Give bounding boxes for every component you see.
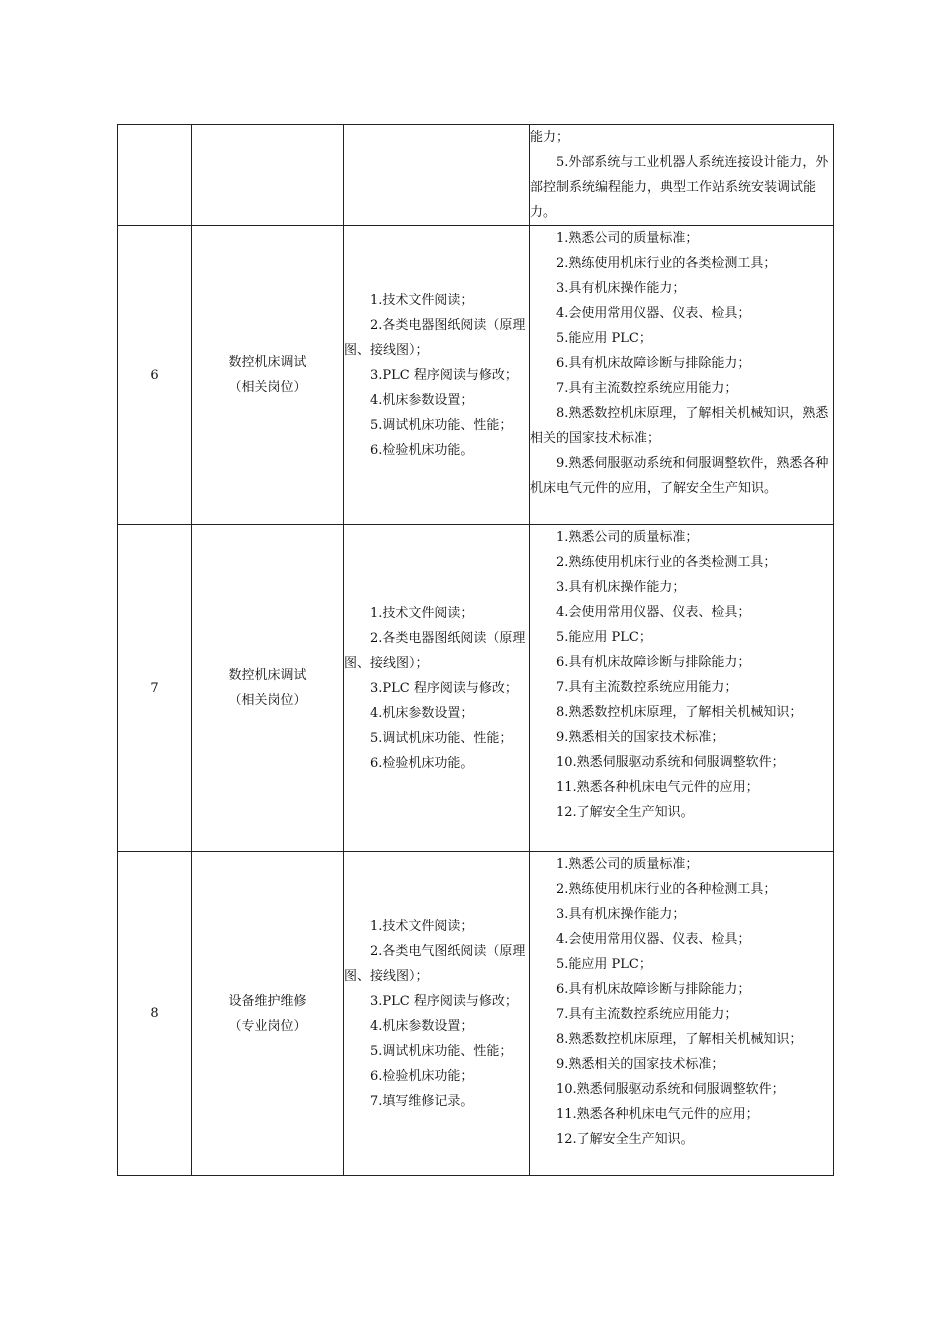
task-item: 5.调试机床功能、性能； xyxy=(370,1043,513,1059)
row-number-cell xyxy=(118,525,192,852)
row-number: 8 xyxy=(150,1006,159,1021)
table-row-continuation xyxy=(118,125,834,226)
task-item: 1.技术文件阅读； xyxy=(370,918,474,934)
requirement-item: 11.熟悉各种机床电气元件的应用； xyxy=(556,780,759,795)
requirement-item: 8.熟悉数控机床原理，了解相关机械知识； xyxy=(556,705,803,720)
requirement-item: 9.熟悉相关的国家技术标准； xyxy=(556,730,725,745)
task-item: 6.检验机床功能。 xyxy=(370,755,474,771)
requirement-item: 7.具有主流数控系统应用能力； xyxy=(556,1007,738,1022)
task-item: 4.机床参数设置； xyxy=(370,1018,474,1034)
requirement-item: 12.了解安全生产知识。 xyxy=(556,805,694,820)
post-title: 数控机床调试 xyxy=(228,668,307,683)
requirement-item: 2.熟练使用机床行业的各类检测工具； xyxy=(556,555,777,570)
requirements-cell xyxy=(530,125,834,226)
row-number: 6 xyxy=(150,367,159,383)
tasks-cell xyxy=(344,525,530,852)
number-cell-empty xyxy=(118,125,192,226)
requirement-item: 4.会使用常用仪器、仪表、检具； xyxy=(556,605,751,620)
post-type: （专业岗位） xyxy=(228,1018,307,1034)
post-cell xyxy=(192,525,344,852)
requirement-item: 1.熟悉公司的质量标准； xyxy=(556,231,699,246)
task-item: 4.机床参数设置； xyxy=(370,705,474,721)
tasks-cell xyxy=(344,852,530,1176)
post-type: （相关岗位） xyxy=(228,380,307,395)
post-cell-empty xyxy=(192,125,344,226)
task-item: 3.PLC 程序阅读与修改； xyxy=(370,993,518,1009)
requirement-item: 10.熟悉伺服驱动系统和伺服调整软件； xyxy=(556,755,785,770)
requirement-item: 5.能应用 PLC； xyxy=(556,331,652,346)
task-item: 3.PLC 程序阅读与修改； xyxy=(370,367,518,383)
job-requirements-table xyxy=(117,124,834,1176)
requirement-item: 9.熟悉伺服驱动系统和伺服调整软件，熟悉各种机床电气元件的应用，了解安全生产知识。 xyxy=(530,456,829,496)
post-cell xyxy=(192,226,344,525)
requirement-item: 能力； xyxy=(530,130,570,145)
row-number: 7 xyxy=(150,680,159,696)
post-type: （相关岗位） xyxy=(228,693,307,708)
post-title: 设备维护维修 xyxy=(228,993,307,1009)
task-item: 1.技术文件阅读； xyxy=(370,292,474,308)
row-number-cell xyxy=(118,226,192,525)
requirement-item: 3.具有机床操作能力； xyxy=(556,907,686,922)
task-item: 1.技术文件阅读； xyxy=(370,605,474,621)
requirement-item: 1.熟悉公司的质量标准； xyxy=(556,857,699,872)
requirement-item: 6.具有机床故障诊断与排除能力； xyxy=(556,655,751,670)
tasks-cell xyxy=(344,226,530,525)
task-item: 2.各类电气图纸阅读（原理图、接线图）； xyxy=(344,943,526,984)
requirement-item: 2.熟练使用机床行业的各种检测工具； xyxy=(556,882,777,897)
requirement-item: 4.会使用常用仪器、仪表、检具； xyxy=(556,306,751,321)
requirement-item: 5.能应用 PLC； xyxy=(556,957,652,972)
task-item: 2.各类电器图纸阅读（原理图、接线图）； xyxy=(344,317,526,358)
task-item: 3.PLC 程序阅读与修改； xyxy=(370,680,518,696)
requirement-item: 3.具有机床操作能力； xyxy=(556,580,686,595)
task-item: 4.机床参数设置； xyxy=(370,392,474,408)
requirement-item: 3.具有机床操作能力； xyxy=(556,281,686,296)
requirement-item: 8.熟悉数控机床原理，了解相关机械知识； xyxy=(556,1032,803,1047)
requirement-item: 8.熟悉数控机床原理，了解相关机械知识，熟悉相关的国家技术标准； xyxy=(530,406,829,446)
requirements-cell xyxy=(530,852,834,1176)
table-row xyxy=(118,852,834,1176)
task-item: 5.调试机床功能、性能； xyxy=(370,730,513,746)
requirement-item: 12.了解安全生产知识。 xyxy=(556,1132,694,1147)
task-item: 6.检验机床功能； xyxy=(370,1068,474,1084)
post-title: 数控机床调试 xyxy=(228,355,307,370)
task-item: 5.调试机床功能、性能； xyxy=(370,417,513,433)
requirement-item: 9.熟悉相关的国家技术标准； xyxy=(556,1057,725,1072)
requirement-item: 11.熟悉各种机床电气元件的应用； xyxy=(556,1107,759,1122)
tasks-cell-empty xyxy=(344,125,530,226)
requirement-item: 7.具有主流数控系统应用能力； xyxy=(556,680,738,695)
requirement-item: 6.具有机床故障诊断与排除能力； xyxy=(556,356,751,371)
requirements-cell xyxy=(530,226,834,525)
table-row xyxy=(118,525,834,852)
requirement-item: 2.熟练使用机床行业的各类检测工具； xyxy=(556,256,777,271)
row-number-cell xyxy=(118,852,192,1176)
requirement-item: 7.具有主流数控系统应用能力； xyxy=(556,381,738,396)
requirement-item: 5.外部系统与工业机器人系统连接设计能力，外部控制系统编程能力，典型工作站系统安装调试能力。 xyxy=(530,155,829,220)
task-item: 6.检验机床功能。 xyxy=(370,442,474,458)
task-item: 7.填写维修记录。 xyxy=(370,1093,474,1109)
requirement-item: 1.熟悉公司的质量标准； xyxy=(556,530,699,545)
requirements-cell xyxy=(530,525,834,852)
requirement-item: 10.熟悉伺服驱动系统和伺服调整软件； xyxy=(556,1082,785,1097)
table-row xyxy=(118,226,834,525)
task-item: 2.各类电器图纸阅读（原理图、接线图）； xyxy=(344,630,526,671)
post-cell xyxy=(192,852,344,1176)
requirement-item: 5.能应用 PLC； xyxy=(556,630,652,645)
requirement-item: 6.具有机床故障诊断与排除能力； xyxy=(556,982,751,997)
requirement-item: 4.会使用常用仪器、仪表、检具； xyxy=(556,932,751,947)
